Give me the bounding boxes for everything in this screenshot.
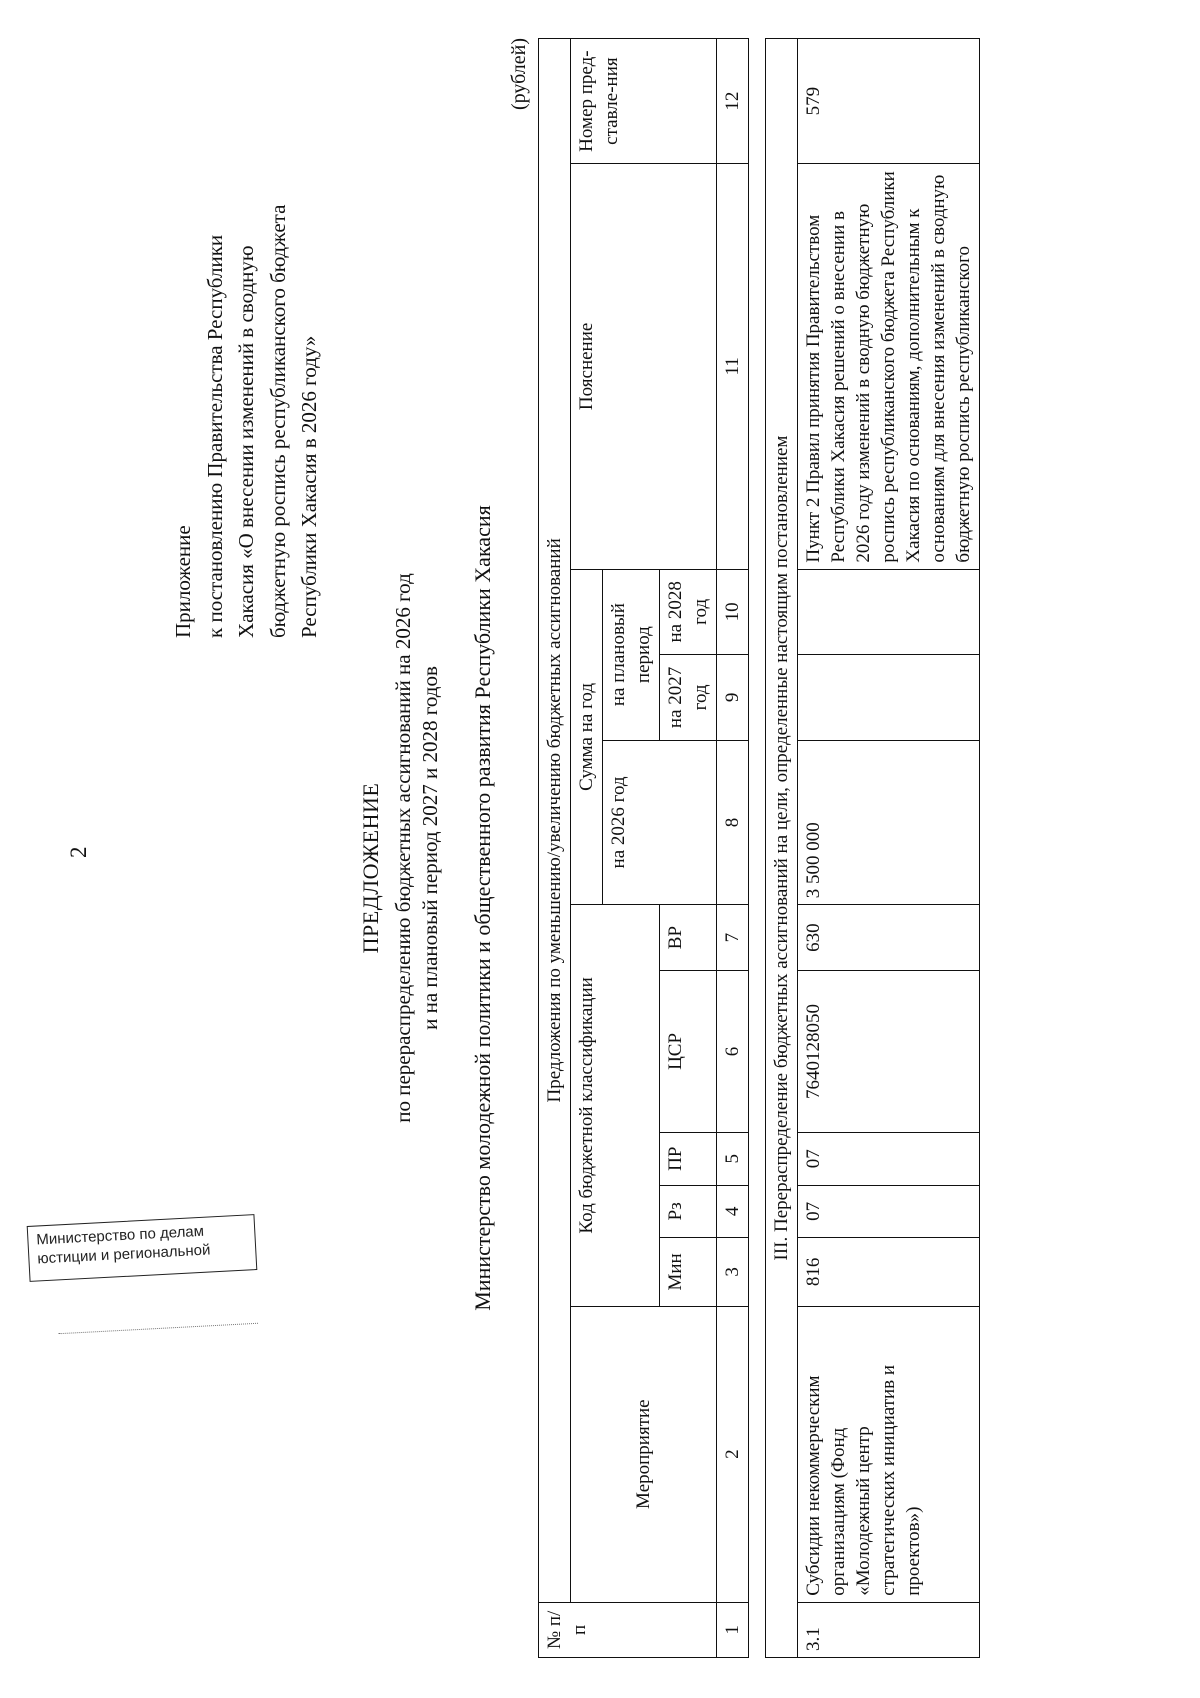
units-label: (рублей) [508,38,530,111]
header-budget-code: Код бюджетной классификации [571,905,660,1306]
header-event: Мероприятие [571,1306,717,1602]
column-number: 11 [717,164,749,569]
row-event: Субсидии некоммерческим организациям (Фонд «Молодежный центр стратегических инициатив и проектов») [798,1306,980,1602]
row-explanation: Пункт 2 Правил принятия Правительством Республики Хакасия решений о внесении в 2026 году изменений в сводную бюджетную роспись республиканского бюджета Республики Хакасия по основаниям, дополнительным к основаниям для внесения изменений в сводную бюджетную роспись республиканского [798,164,980,569]
budget-table [538,38,980,1658]
column-number: 4 [717,1185,749,1238]
subtitle-line: и на плановый период 2027 и 2028 годов [418,666,442,1030]
row-rz: 07 [798,1185,980,1238]
header-2027: на 2027 год [660,655,717,741]
header-min: Мин [660,1238,717,1306]
document-subtitle [390,298,444,1398]
appendix-line: Республики Хакасия в 2026 году» [297,335,321,638]
stamp-line: юстиции и региональной [36,1241,211,1268]
ministry-name: Министерство молодежной политики и общественного развития Республики Хакасия [470,505,495,1311]
row-sum-2026: 3 500 000 [798,740,980,905]
column-number: 2 [717,1306,749,1602]
column-number: 5 [717,1132,749,1185]
subtitle-line: по перераспределению бюджетных ассигнований на 2026 год [391,573,415,1123]
appendix-line: бюджетную роспись республиканского бюджета [265,204,290,638]
row-num: 3.1 [798,1602,980,1657]
header-vr: ВР [660,905,717,971]
section-row [766,39,798,1658]
appendix-line: к постановлению Правительства Республики [202,234,227,638]
column-number: 12 [717,39,749,164]
registration-stamp [27,1214,258,1282]
row-sum-2027 [798,655,980,741]
header-explanation: Пояснение [571,164,717,569]
header-planned-period: на плановый период [603,569,660,740]
row-pr: 07 [798,1132,980,1185]
table-row [798,39,980,1658]
appendix-block [168,58,326,638]
column-number: 7 [717,905,749,971]
appendix-line: Хакасия «О внесении изменений в сводную [234,245,258,638]
page-number: 2 [66,846,91,858]
header-2028: на 2028 год [660,569,717,655]
header-proposals: Предложения по уменьшению/увеличению бюджетных ассигнований [539,39,571,1603]
header-num: № п/п [539,1602,717,1657]
header-sum-year: Сумма на год [571,569,603,905]
section-title: III. Перераспределение бюджетных ассигнований на цели, определенные настоящим постановлением [766,39,798,1658]
document-title: ПРЕДЛОЖЕНИЕ [358,782,383,954]
column-number: 3 [717,1238,749,1306]
column-number: 10 [717,569,749,655]
row-sum-2028 [798,569,980,655]
column-number: 1 [717,1602,749,1657]
column-number-row [717,39,749,1658]
header-rz: Рз [660,1185,717,1238]
stamp-line: Министерство по делам [35,1222,205,1249]
column-number: 8 [717,740,749,905]
header-sum-2026: на 2026 год [603,740,717,905]
column-number: 9 [717,655,749,741]
header-csr: ЦСР [660,970,717,1132]
column-number: 6 [717,970,749,1132]
row-submission-number: 579 [798,39,980,164]
row-min: 816 [798,1238,980,1306]
header-pr: ПР [660,1132,717,1185]
header-submission-number: Номер пред-ставле-ния [571,39,717,164]
appendix-line: Приложение [171,525,195,638]
row-csr: 7640128050 [798,970,980,1132]
row-vr: 630 [798,905,980,971]
